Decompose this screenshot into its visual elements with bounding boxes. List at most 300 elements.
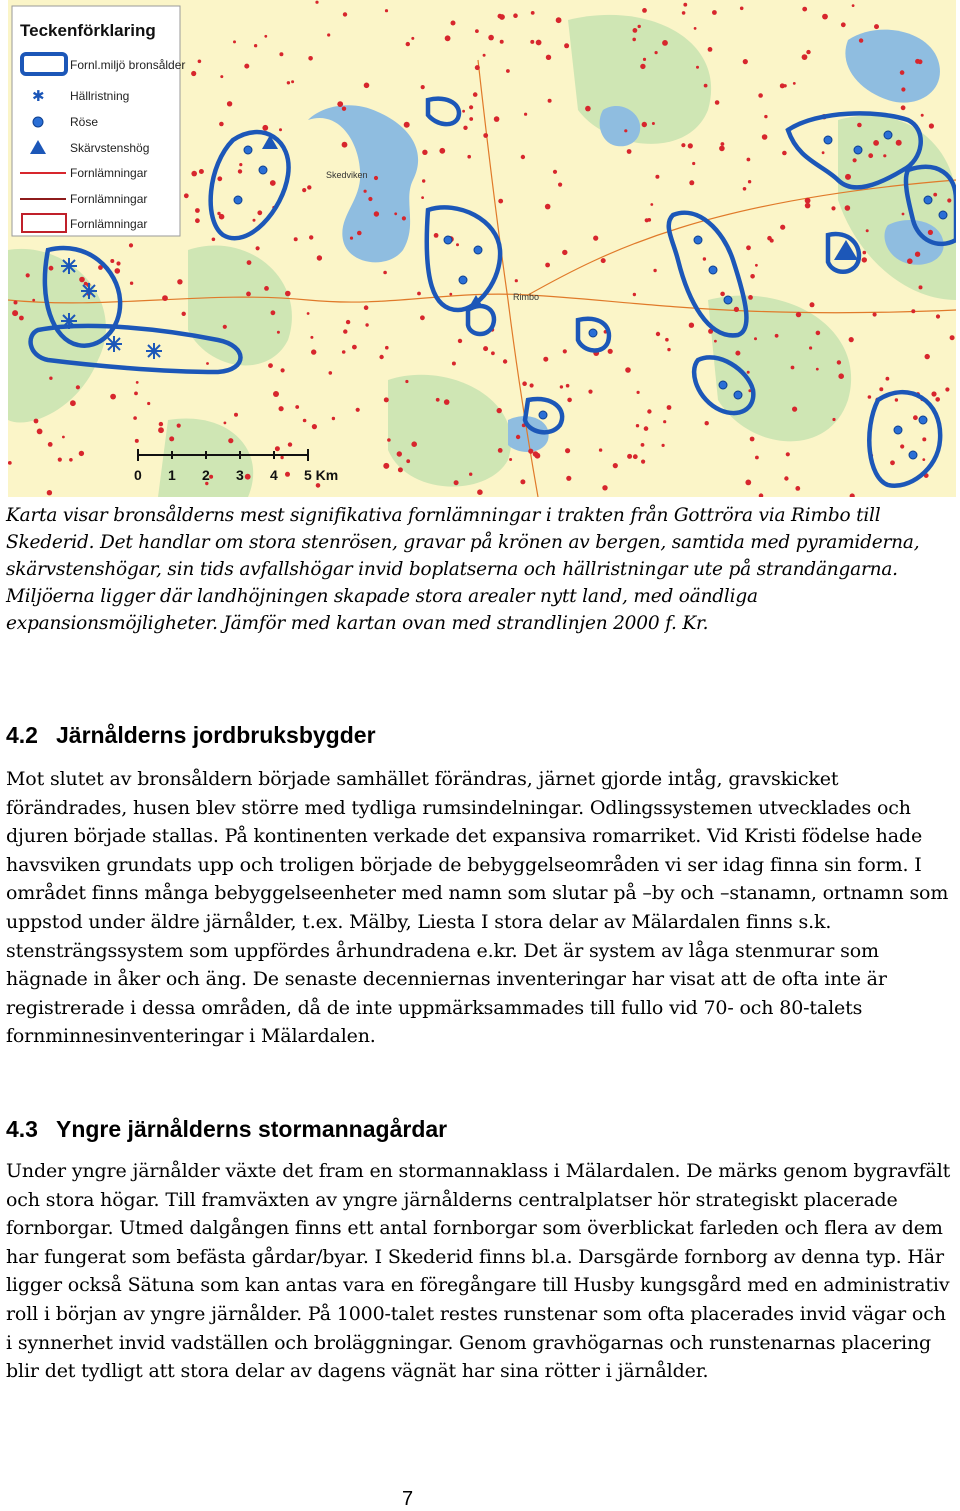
fornlamning-dot — [421, 196, 424, 199]
fornlamning-dot — [627, 149, 632, 154]
fornlamning-dot — [780, 83, 785, 88]
fornlamning-dot — [696, 66, 699, 69]
fornlamning-dot — [624, 129, 627, 132]
fornlamning-dot — [270, 180, 276, 186]
fornlamning-dot — [694, 27, 697, 30]
fornlamning-dot — [491, 351, 495, 355]
fornlamning-dot — [593, 236, 598, 241]
fornlamning-dot — [548, 99, 552, 103]
scale-tick-label: 3 — [236, 467, 244, 483]
fornlamning-dot — [422, 150, 427, 155]
fornlamning-dot — [342, 107, 346, 111]
fornlamning-dot — [625, 367, 631, 373]
fornlamning-dot — [350, 237, 353, 240]
scale-tick-label: 4 — [270, 467, 278, 483]
fornlamning-dot — [477, 489, 483, 495]
fornlamning-dot — [133, 416, 137, 420]
fornlamning-dot — [515, 279, 518, 282]
fornlamning-dot — [750, 437, 755, 442]
fornlamning-dot — [434, 233, 439, 238]
fornlamning-dot — [564, 43, 569, 48]
fornlamning-dot — [227, 101, 232, 106]
fornlamning-dot — [199, 169, 204, 174]
fornlamning-dot — [469, 105, 473, 109]
fornlamning-dot — [740, 7, 744, 11]
fornlamning-dot — [475, 65, 480, 70]
fornlamning-dot — [528, 449, 533, 454]
fornlamning-dot — [533, 451, 539, 457]
fornlamning-dot — [110, 259, 114, 263]
fornlamning-dot — [683, 3, 687, 7]
fornlamning-dot — [873, 312, 877, 316]
fornlamning-dot — [633, 293, 636, 296]
fornlamning-dot — [642, 122, 647, 127]
fornlamning-dot — [115, 268, 121, 274]
fornlamning-dot — [950, 335, 955, 340]
fornlamning-dot — [750, 274, 755, 279]
fornlamning-dot — [747, 371, 750, 374]
fornlamning-dot — [513, 13, 518, 18]
fornlamning-dot — [516, 435, 520, 439]
fornlamning-dot — [925, 354, 930, 359]
fornlamning-dot — [497, 408, 502, 413]
fornlamning-dot — [277, 331, 280, 334]
fornlamning-dot — [116, 261, 120, 265]
fornlamning-dot — [791, 366, 795, 370]
fornlamning-dot — [488, 35, 494, 41]
fornlamning-dot — [795, 486, 800, 491]
fornlamning-dot — [79, 451, 84, 456]
fornlamning-dot — [346, 320, 350, 324]
fornlamning-dot — [503, 359, 507, 363]
fornlamning-dot — [745, 480, 751, 486]
fornlamning-dot — [397, 451, 402, 456]
fornlamning-dot — [405, 380, 408, 383]
fornlamning-dot — [279, 128, 282, 131]
fornlamning-dot — [784, 476, 788, 480]
fornlamning-dot — [734, 307, 739, 312]
blue-star-icon: ✱ — [32, 87, 45, 105]
fornlamning-dot — [719, 146, 725, 152]
fornlamning-dot — [688, 143, 693, 148]
fornlamning-dot — [257, 210, 262, 215]
fornlamning-dot — [913, 415, 918, 420]
fornlamning-dot — [48, 442, 53, 447]
fornlamning-dot — [890, 460, 895, 465]
fornlamning-dot — [191, 171, 197, 177]
fornlamning-dot — [558, 183, 562, 187]
fornlamning-dot — [32, 299, 35, 302]
fornlamning-dot — [327, 33, 330, 36]
fornlamning-dot — [483, 133, 488, 138]
fornlamning-dot — [420, 315, 425, 320]
fornlamning-dot — [933, 193, 937, 197]
fornlamning-dot — [76, 385, 80, 389]
fornlamning-dot — [545, 204, 551, 210]
fornlamning-dot — [58, 458, 62, 462]
fornlamning-dot — [364, 305, 369, 310]
legend-label: Röse — [70, 115, 99, 129]
fornlamning-dot — [224, 422, 227, 425]
fornlamning-dot — [902, 213, 905, 216]
legend-label: Fornlämningar — [70, 166, 148, 180]
scale-tick-label: 2 — [202, 467, 210, 483]
fornlamning-dot — [288, 442, 292, 446]
fornlamning-dot — [69, 458, 73, 462]
fornlamning-dot — [253, 219, 256, 222]
fornlamning-dot — [665, 338, 669, 342]
fornlamning-dot — [458, 339, 462, 343]
fornlamning-dot — [524, 113, 527, 116]
fornlamning-dot — [454, 480, 459, 485]
fornlamning-dot — [368, 197, 372, 201]
fornlamning-dot — [422, 179, 425, 182]
scale-tick-label: 1 — [168, 467, 176, 483]
fornlamning-dot — [374, 211, 379, 216]
fornlamning-dot — [566, 384, 570, 388]
fornlamning-dot — [922, 458, 925, 461]
fornlamning-dot — [921, 114, 924, 117]
fornlamning-dot — [343, 12, 347, 16]
fornlamning-dot — [689, 180, 694, 185]
fornlamning-dot — [136, 381, 139, 384]
fornlamning-dot — [633, 454, 638, 459]
fornlamning-dot — [585, 106, 591, 112]
fornlamning-dot — [483, 54, 486, 57]
fornlamning-dot — [831, 206, 835, 210]
fornlamning-dot — [275, 446, 280, 451]
fornlamning-dot — [357, 231, 362, 236]
fornlamning-dot — [553, 170, 557, 174]
fornlamning-dot — [212, 238, 216, 242]
fornlamning-dot — [406, 459, 410, 463]
fornlamning-dot — [704, 84, 708, 88]
fornlamning-dot — [743, 187, 747, 191]
fornlamning-dot — [398, 467, 403, 472]
fornlamning-dot — [837, 360, 841, 364]
fornlamning-dot — [285, 291, 291, 297]
fornlamning-dot — [509, 458, 512, 461]
fornlamning-dot — [647, 409, 651, 413]
fornlamning-dot — [295, 405, 299, 409]
fornlamning-dot — [238, 169, 242, 173]
fornlamning-dot — [309, 235, 313, 239]
fornlamning-dot — [291, 80, 294, 83]
fornlamning-dot — [599, 448, 602, 451]
fornlamning-dot — [247, 260, 252, 265]
fornlamning-dot — [793, 82, 796, 85]
fornlamning-dot — [498, 448, 503, 453]
fornlamning-dot — [636, 424, 639, 427]
fornlamning-dot — [873, 140, 879, 146]
fornlamning-dot — [735, 351, 740, 356]
fornlamning-dot — [110, 394, 116, 400]
fornlamning-dot — [37, 429, 43, 435]
fornlamning-dot — [332, 417, 335, 420]
fornlamning-dot — [681, 143, 685, 147]
fornlamning-dot — [417, 292, 421, 296]
fornlamning-dot — [195, 218, 200, 223]
fornlamning-dot — [748, 295, 753, 300]
fornlamning-dot — [444, 399, 450, 405]
legend-label: Fornlämningar — [70, 192, 148, 206]
fornlamning-dot — [868, 395, 872, 399]
fornlamning-dot — [655, 51, 658, 54]
fornlamning-dot — [689, 323, 694, 328]
blue-circle-icon — [33, 117, 43, 127]
fornlamning-dot — [662, 444, 665, 447]
fornlamning-dot — [469, 473, 472, 476]
fornlamning-dot — [26, 273, 30, 277]
fornlamning-dot — [810, 302, 815, 307]
fornlamning-dot — [562, 250, 567, 255]
fornlamning-dot — [411, 441, 417, 447]
fornlamning-dot — [936, 314, 940, 318]
fornlamning-dot — [317, 255, 322, 260]
fornlamning-dot — [643, 58, 646, 61]
fornlamning-dot — [384, 397, 389, 402]
fornlamning-dot — [379, 355, 383, 359]
fornlamning-dot — [219, 122, 224, 127]
fornlamning-dot — [273, 391, 279, 397]
map-legend — [12, 6, 185, 236]
fornlamning-dot — [522, 381, 527, 386]
section-body-4-3: Under yngre järnålder växte det fram en stormannaklass i Mälardalen. De märks genom bygravfält och stora högar. Till framväxten av yngre järnålderns centralplatser hör strategiskt placerade fornborgar. Utmed dalgången finns ett antal fornborgar som överblickat farleden och flera av dem har fungerat som befästa gårdar/byar. I Skederid finns bl.a. Darsgärde fornborg av denna typ. Här ligger också Sätuna som kan antas vara en föregångare till Husby kungsgård med en administrativ roll i början av yngre järnålder. På 1000-talet restes runstenar som ofta placerades invid vägar och i synnerhet invid vadställen och broläggningar. Genom gravhögarnas och runstenarnas placering blir det tydligt att stora delar av dagens vägnät har sina rötter i järnålder. — [6, 1160, 951, 1383]
fornlamning-dot — [316, 483, 321, 488]
fornlamning-dot — [822, 14, 828, 20]
fornlamning-dot — [449, 293, 452, 296]
fornlamning-dot — [439, 148, 445, 154]
fornlamning-dot — [287, 81, 290, 84]
fornlamning-dot — [703, 257, 706, 260]
legend-label: Skärvstenshög — [70, 141, 150, 155]
legend-label: Hällristning — [70, 89, 130, 103]
fornlamning-dot — [874, 24, 879, 29]
fornlamning-dot — [217, 176, 222, 181]
fornlamning-dot — [822, 151, 825, 154]
fornlamning-dot — [895, 398, 898, 401]
fornlamning-dot — [900, 444, 904, 448]
fornlamning-dot — [543, 357, 548, 362]
fornlamning-dot — [816, 331, 821, 336]
fornlamning-dot — [285, 472, 290, 477]
fornlamning-dot — [786, 452, 790, 456]
fornlamning-dot — [796, 312, 801, 317]
fornlamning-dot — [907, 258, 913, 264]
fornlamning-dot — [802, 54, 808, 60]
fornlamning-dot — [469, 117, 473, 121]
fornlamning-dot — [886, 377, 890, 381]
fornlamning-dot — [705, 421, 709, 425]
fornlamning-dot — [475, 29, 479, 33]
fornlamning-dot — [652, 122, 655, 125]
fornlamning-dot — [223, 325, 227, 329]
fornlamning-dot — [385, 9, 388, 12]
fornlamning-dot — [147, 402, 150, 405]
fornlamning-dot — [62, 436, 65, 439]
fornlamning-dot — [262, 125, 268, 131]
fornlamning-dot — [411, 37, 414, 40]
fornlamning-dot — [198, 60, 202, 64]
fornlamning-dot — [343, 329, 347, 333]
fornlamning-dot — [159, 422, 163, 426]
fornlamning-dot — [404, 122, 410, 128]
fornlamning-dot — [712, 10, 717, 15]
fornlamning-dot — [177, 424, 181, 428]
fornlamning-dot — [641, 460, 645, 464]
fornlamning-dot — [234, 413, 238, 417]
fornlamning-dot — [656, 332, 660, 336]
fornlamning-dot — [692, 162, 695, 165]
fornlamning-dot — [667, 405, 672, 410]
fornlamning-dot — [452, 362, 456, 366]
fornlamning-dot — [563, 349, 567, 353]
fornlamning-dot — [809, 346, 812, 349]
fornlamning-dot — [451, 21, 456, 26]
section-title: Järnålderns jordbruksbygder — [55, 722, 376, 748]
fornlamning-dot — [129, 243, 133, 247]
section-body-4-2: Mot slutet av bronsåldern började samhället förändras, järnet gjorde intåg, gravskicket förändrades, husen blev större med tydliga rumsindelningar. Odlingssystemen utvecklades och djuren började stallas. På kontinenten verkade det expansiva romarriket. Vid Kristi födelse hade havsviken grundats upp och troligen började de bebyggelseområden vi ser idag finna sin form. I området finns många bebyggelseenheter med namn som slutar på –by och –stanamn, ortnamn som uppstod under äldre järnålder, t.ex. Mälby, Liesta I stora delar av Mälardalen finns s.k. stensträngssystem som uppfördes århundradena e.kr. Det är system av låga stenmurar som hägnade in åker och äng. De senaste decenniernas inventeringar har visat att de ofta inte är registrerade i dessa områden, då de inte uppmärksammades till fullo vid 70- och 80-talets fornminnesinventeringar i Mälardalen. — [6, 768, 949, 1048]
page-number: 7 — [402, 1488, 414, 1510]
fornlamning-dot — [531, 11, 535, 15]
fornlamning-dot — [633, 28, 638, 33]
fornlamning-dot — [566, 476, 571, 481]
fornlamning-dot — [182, 312, 186, 316]
fornlamning-dot — [642, 8, 647, 13]
fornlamning-dot — [545, 263, 550, 268]
fornlamning-dot — [762, 134, 768, 140]
fornlamning-dot — [845, 174, 851, 180]
map-caption: Karta visar bronsålderns mest signifikativa fornlämningar i trakten från Gottröra via Rimbo till Skederid. Det handlar om stora stenrösen, gravar på krönen av bergen, samtida med pyramiderna, skärvstenshögar, sin tids avfallshögar invid boplatserna och hällristningar ute på strandängarna. Miljöerna ligger där landhöjningen skapade stora arealer nytt land, med oändliga expansionsmöjligheter. Jämför med kartan ovan med strandlinjen 2000 f. Kr. — [6, 505, 920, 634]
fornlamning-dot — [246, 292, 251, 297]
fornlamning-dot — [602, 485, 607, 490]
fornlamning-dot — [8, 461, 12, 465]
fornlamning-dot — [385, 346, 389, 350]
fornlamning-dot — [281, 368, 285, 372]
fornlamning-dot — [191, 71, 196, 76]
fornlamning-dot — [195, 208, 200, 213]
fornlamning-dot — [935, 397, 940, 402]
fornlamning-dot — [708, 47, 713, 52]
fornlamning-dot — [896, 140, 902, 146]
fornlamning-dot — [845, 205, 851, 211]
fornlamning-dot — [775, 334, 779, 338]
fornlamning-dot — [506, 69, 510, 73]
fornlamning-dot — [184, 193, 189, 198]
fornlamning-dot — [640, 64, 645, 69]
fornlamning-dot — [436, 398, 440, 402]
scale-tick-label: 0 — [134, 467, 142, 483]
fornlamning-dot — [206, 362, 209, 365]
fornlamning-dot — [134, 392, 138, 396]
fornlamning-dot — [462, 110, 465, 113]
fornlamning-dot — [14, 301, 18, 305]
fornlamning-dot — [256, 246, 260, 250]
fornlamning-dot — [947, 198, 951, 202]
fornlamning-dot — [365, 323, 368, 326]
fornlamning-dot — [919, 285, 923, 289]
section-title: Yngre järnålderns stormannagårdar — [55, 1116, 448, 1142]
fornlamning-dot — [49, 377, 52, 380]
fornlamning-dot — [315, 1, 318, 4]
fornlamning-dot — [244, 64, 249, 69]
fornlamning-dot — [641, 443, 645, 447]
fornlamning-dot — [655, 175, 659, 179]
fornlamning-dot — [279, 52, 283, 56]
fornlamning-dot — [754, 337, 757, 340]
fornlamning-dot — [135, 439, 139, 443]
fornlamning-dot — [383, 463, 389, 469]
fornlamning-dot — [364, 83, 370, 89]
fornlamning-dot — [268, 363, 273, 368]
fornlamning-dot — [720, 292, 725, 297]
fornlamning-dot — [402, 216, 406, 220]
fornlamning-dot — [494, 116, 500, 122]
fornlamning-dot — [79, 277, 85, 283]
fornlamning-dot — [901, 87, 905, 91]
fornlamning-dot — [650, 203, 653, 206]
fornlamning-dot — [715, 100, 720, 105]
fornlamning-dot — [84, 282, 88, 286]
fornlamning-dot — [302, 188, 306, 192]
fornlamning-dot — [228, 438, 233, 443]
fornlamning-dot — [220, 75, 223, 78]
fornlamning-dot — [565, 448, 570, 453]
fornlamning-dot — [929, 123, 934, 128]
fornlamning-dot — [264, 35, 267, 38]
fornlamning-dot — [755, 264, 758, 267]
fornlamning-dot — [853, 158, 857, 162]
fornlamning-dot — [364, 190, 367, 193]
fornlamning-dot — [721, 142, 725, 146]
fornlamning-dot — [521, 155, 525, 159]
fornlamning-dot — [445, 35, 451, 41]
section-number: 4.2 — [6, 722, 38, 748]
fornlamning-dot — [879, 387, 883, 391]
archaeology-map — [8, 0, 956, 497]
fornlamning-dot — [627, 454, 632, 459]
fornlamning-dot — [862, 257, 867, 262]
fornlamning-dot — [158, 427, 164, 433]
fornlamning-dot — [49, 266, 54, 271]
fornlamning-dot — [638, 25, 641, 28]
fornlamning-dot — [901, 105, 906, 110]
fornlamning-dot — [310, 336, 313, 339]
fornlamning-dot — [162, 295, 168, 301]
fornlamning-dot — [644, 426, 649, 431]
fornlamning-dot — [714, 340, 717, 343]
fornlamning-dot — [748, 180, 751, 183]
fornlamning-dot — [764, 115, 767, 118]
fornlamning-dot — [852, 4, 855, 7]
fornlamning-dot — [556, 17, 562, 23]
fornlamning-dot — [928, 230, 933, 235]
fornlamning-dot — [663, 420, 666, 423]
fornlamning-dot — [746, 245, 751, 250]
fornlamning-dot — [662, 40, 668, 46]
fornlamning-dot — [356, 408, 360, 412]
fornlamning-dot — [567, 398, 572, 403]
fornlamning-dot — [667, 348, 670, 351]
fornlamning-dot — [859, 38, 863, 42]
fornlamning-dot — [47, 490, 52, 495]
fornlamning-dot — [530, 40, 534, 44]
fornlamning-dot — [849, 337, 854, 342]
fornlamning-dot — [463, 126, 467, 130]
fornlamning-dot — [19, 316, 24, 321]
fornlamning-dot — [169, 436, 174, 441]
fornlamning-dot — [653, 269, 656, 272]
